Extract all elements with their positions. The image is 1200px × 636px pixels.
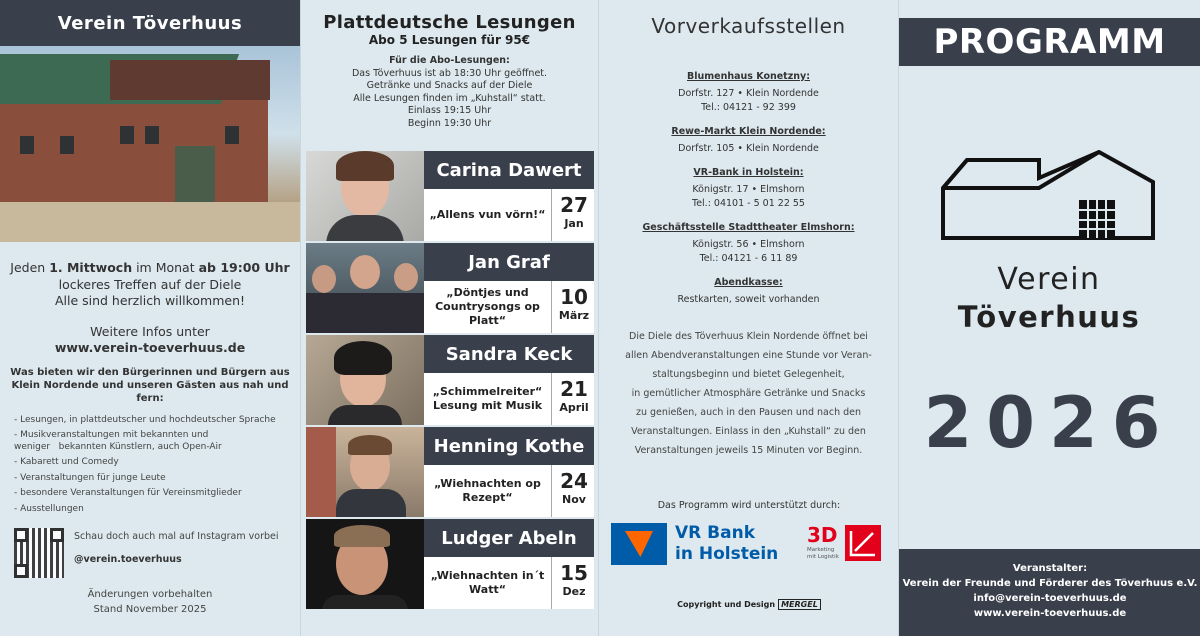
- website-link[interactable]: www.verein-toeverhuus.de: [973, 608, 1127, 619]
- toeverhuus-building-photo: [0, 46, 300, 242]
- organizer-block: Veranstalter: Verein der Freunde und Förderer des Töverhuus e.V. info@verein-toeverhuus.de www.verein-toeverhuus.de: [899, 549, 1200, 636]
- list-item: - Veranstaltungen für junge Leute: [14, 472, 166, 483]
- presale-location: Abendkasse: Restkarten, soweit vorhanden: [677, 277, 820, 305]
- event-card[interactable]: [306, 151, 594, 241]
- event-date: 10 März: [558, 285, 590, 322]
- event-name: Jan Graf: [424, 243, 594, 281]
- panel-about: [0, 0, 300, 636]
- readings-info: Für die Abo-Lesungen: Das Töverhuus ist ab 18:30 Uhr geöffnet. Getränke und Snacks auf der Diele Alle Lesungen finden im „Kuhstall“ statt. Einlass 19:15 Uhr Beginn 19:30 Uhr: [351, 55, 548, 129]
- meeting-info: Jeden 1. Mittwoch im Monat ab 19:00 Uhr lockeres Treffen auf der Diele Alle sind herzlich willkommen!: [10, 260, 290, 308]
- 3d-marketing-logo-icon: 3D Marketing mit Logistik: [807, 523, 887, 565]
- more-info: Weitere Infos unter www.verein-toeverhuus.de: [0, 324, 300, 357]
- portrait-photo: [306, 243, 424, 333]
- list-item: - Kabarett und Comedy: [14, 457, 119, 467]
- event-date: 21 April: [559, 377, 589, 414]
- list-item: - Lesungen, in plattdeutscher und hochdeutscher Sprache: [14, 414, 276, 425]
- presale-location: Blumenhaus Konetzny: Dorfstr. 127 • Klein Nordende Tel.: 04121 - 92 399: [678, 71, 819, 113]
- presale-location: Rewe-Markt Klein Nordende: Dorfstr. 105 • Klein Nordende: [671, 126, 826, 154]
- about-header: Verein Töverhuus: [0, 0, 300, 46]
- portrait-photo: [306, 519, 424, 609]
- portrait-photo: [306, 427, 424, 517]
- event-name: Henning Kothe: [424, 427, 594, 465]
- list-item: - besondere Veranstaltungen für Vereinsmitglieder: [14, 488, 242, 498]
- event-date: 15 Dez: [560, 561, 588, 598]
- event-name: Carina Dawert: [424, 151, 594, 189]
- event-card[interactable]: [306, 335, 594, 425]
- list-item: - Ausstellungen: [14, 503, 84, 514]
- verein-label: Verein: [997, 262, 1101, 297]
- event-title: „Wiehnachten op Rezept“: [424, 465, 552, 517]
- event-date: 24 Nov: [560, 469, 588, 506]
- presale-location: Geschäftsstelle Stadttheater Elmshorn: Königstr. 56 • Elmshorn Tel.: 04121 - 6 11 89: [642, 222, 855, 264]
- event-card[interactable]: [306, 519, 594, 609]
- toeverhuus-label: Töverhuus: [957, 300, 1141, 334]
- event-title: „Wiehnachten in´t Watt“: [424, 557, 552, 609]
- portrait-photo: [306, 335, 424, 425]
- list-item: - Musikveranstaltungen mit bekannten und weniger bekannten Künstlern, auch Open-Air: [14, 430, 222, 452]
- offer-list: [14, 415, 300, 516]
- support-text: Das Programm wird unterstützt durch:: [657, 500, 841, 511]
- event-title: „Schimmelreiter“ Lesung mit Musik: [424, 373, 552, 425]
- portrait-photo: [306, 151, 424, 241]
- panel-readings: [300, 0, 598, 636]
- instagram-handle[interactable]: @verein.toeverhuus: [74, 554, 182, 565]
- readings-subtitle: Abo 5 Lesungen für 95€: [368, 33, 531, 47]
- email-link[interactable]: info@verein-toeverhuus.de: [973, 593, 1127, 604]
- event-title: „Allens vun vörn!“: [424, 189, 552, 241]
- diele-info: Die Diele des Töverhuus Klein Nordende öffnet bei allen Abendveranstaltungen eine Stunde vor Veran- staltungsbeginn und bietet Gelegenheit, in gemütlicher Atmosphäre Getränke und Snacks zu genießen, auch in den Pausen und nach den Veranstaltungen. Einlass in den „Kuhstall“ zu den Veranstaltungen jeweils 15 Minuten vor Beginn.: [625, 331, 872, 456]
- panel-presale: [598, 0, 898, 636]
- event-name: Sandra Keck: [424, 335, 594, 373]
- offer-heading: Was bieten wir den Bürgerinnen und Bürgern aus Klein Nordende und unseren Gästen aus nah und fern:: [10, 366, 290, 404]
- event-name: Ludger Abeln: [424, 519, 594, 557]
- panel-cover: [898, 0, 1200, 636]
- qr-code-icon[interactable]: [14, 528, 64, 578]
- presale-title: Vorverkaufsstellen: [651, 14, 846, 38]
- event-card[interactable]: [306, 427, 594, 517]
- presale-location: VR-Bank in Holstein: Königstr. 17 • Elmshorn Tel.: 04101 - 5 01 22 55: [692, 167, 805, 209]
- event-date: 27 Jan: [560, 193, 588, 230]
- copyright: Copyright und Design MERGEL: [599, 600, 899, 609]
- instagram-text: Schau doch auch mal auf Instagram vorbei: [74, 531, 279, 542]
- vr-bank-logo-icon: VR Bank in Holstein: [611, 523, 781, 565]
- barn-logo-icon: [939, 150, 1159, 250]
- programm-header: PROGRAMM: [899, 18, 1200, 66]
- instagram-block: [14, 528, 294, 582]
- readings-title: Plattdeutsche Lesungen: [323, 12, 576, 33]
- event-card[interactable]: [306, 243, 594, 333]
- website-link[interactable]: www.verein-toeverhuus.de: [54, 340, 246, 355]
- event-title: „Döntjes und Countrysongs op Platt“: [424, 281, 552, 333]
- program-year: 2026: [923, 382, 1175, 464]
- footer-note: Änderungen vorbehalten Stand November 2025: [87, 589, 213, 615]
